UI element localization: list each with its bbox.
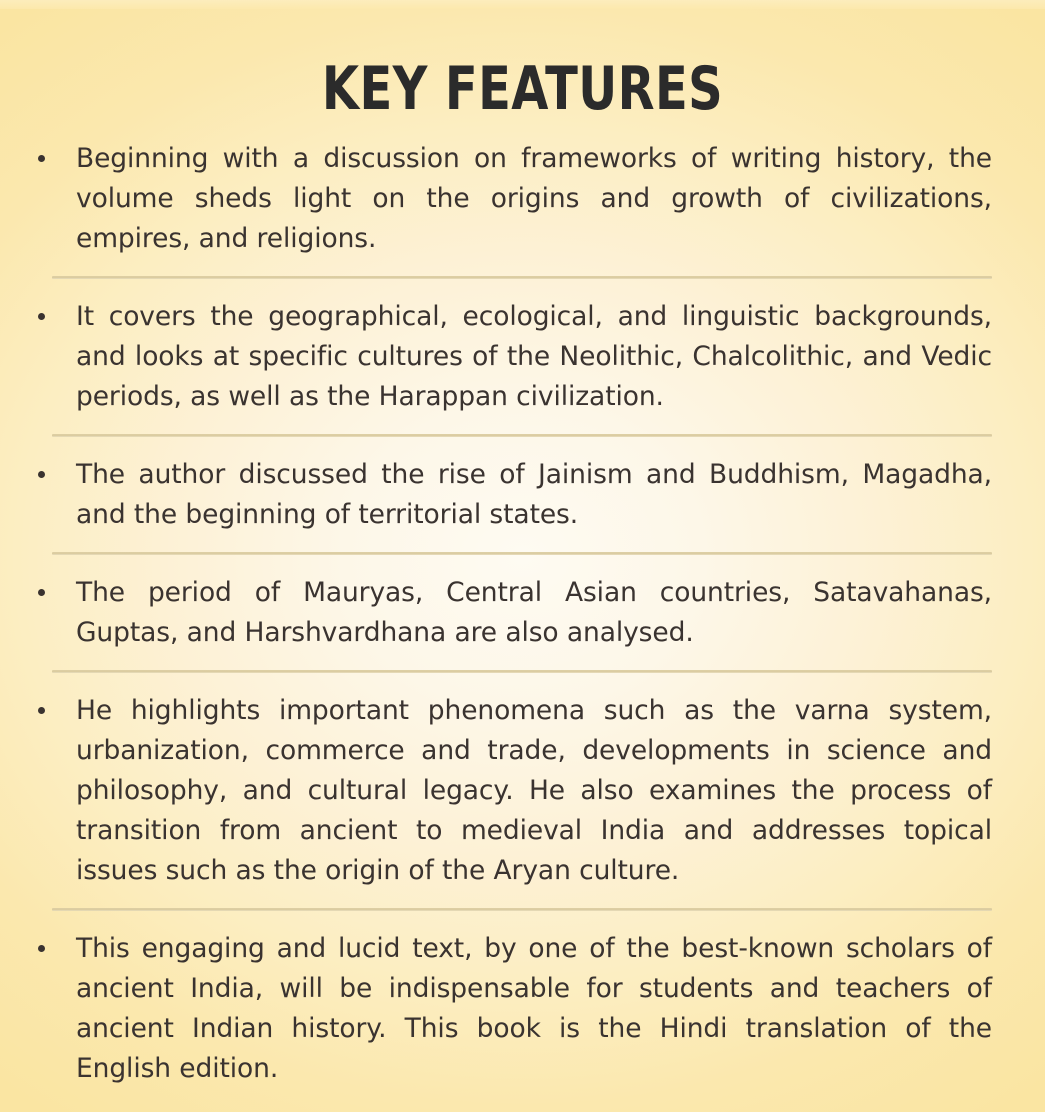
feature-text: He highlights important phenomena such as the varna system, urbanization, commerce and trade, developments in science and philosophy, and cultural legacy. He also examines the process of transition from ancient to medieval India and addresses topical issues such as the origin of the Aryan culture.	[76, 695, 992, 886]
list-divider	[52, 276, 992, 279]
list-item	[0, 139, 1045, 259]
list-item	[0, 691, 1045, 891]
bullet-dot-icon	[38, 945, 45, 952]
bullet-dot-icon	[38, 707, 45, 714]
feature-text: It covers the geographical, ecological, and linguistic backgrounds, and looks at specific cultures of the Neolithic, Chalcolithic, and Vedic periods, as well as the Harappan civilization.	[76, 301, 992, 412]
feature-text: The period of Mauryas, Central Asian countries, Satavahanas, Guptas, and Harshvardhana are also analysed.	[76, 577, 992, 648]
feature-text: This engaging and lucid text, by one of the best-known scholars of ancient India, will be indispensable for students and teachers of ancient Indian history. This book is the Hindi translation of the English edition.	[76, 933, 992, 1084]
list-item	[0, 929, 1045, 1089]
list-item	[0, 455, 1045, 535]
list-item	[0, 573, 1045, 653]
list-divider	[52, 670, 992, 673]
feature-text: The author discussed the rise of Jainism and Buddhism, Magadha, and the beginning of territorial states.	[76, 459, 992, 530]
bullet-dot-icon	[38, 471, 45, 478]
list-divider	[52, 908, 992, 911]
list-divider	[52, 552, 992, 555]
list-item	[0, 297, 1045, 417]
page-title: KEY FEATURES	[321, 54, 724, 124]
list-divider	[52, 434, 992, 437]
features-list	[0, 121, 1045, 1089]
feature-text: Beginning with a discussion on frameworks of writing history, the volume sheds light on the origins and growth of civilizations, empires, and religions.	[76, 143, 992, 254]
bullet-dot-icon	[38, 155, 45, 162]
bullet-dot-icon	[38, 313, 45, 320]
bullet-dot-icon	[38, 589, 45, 596]
